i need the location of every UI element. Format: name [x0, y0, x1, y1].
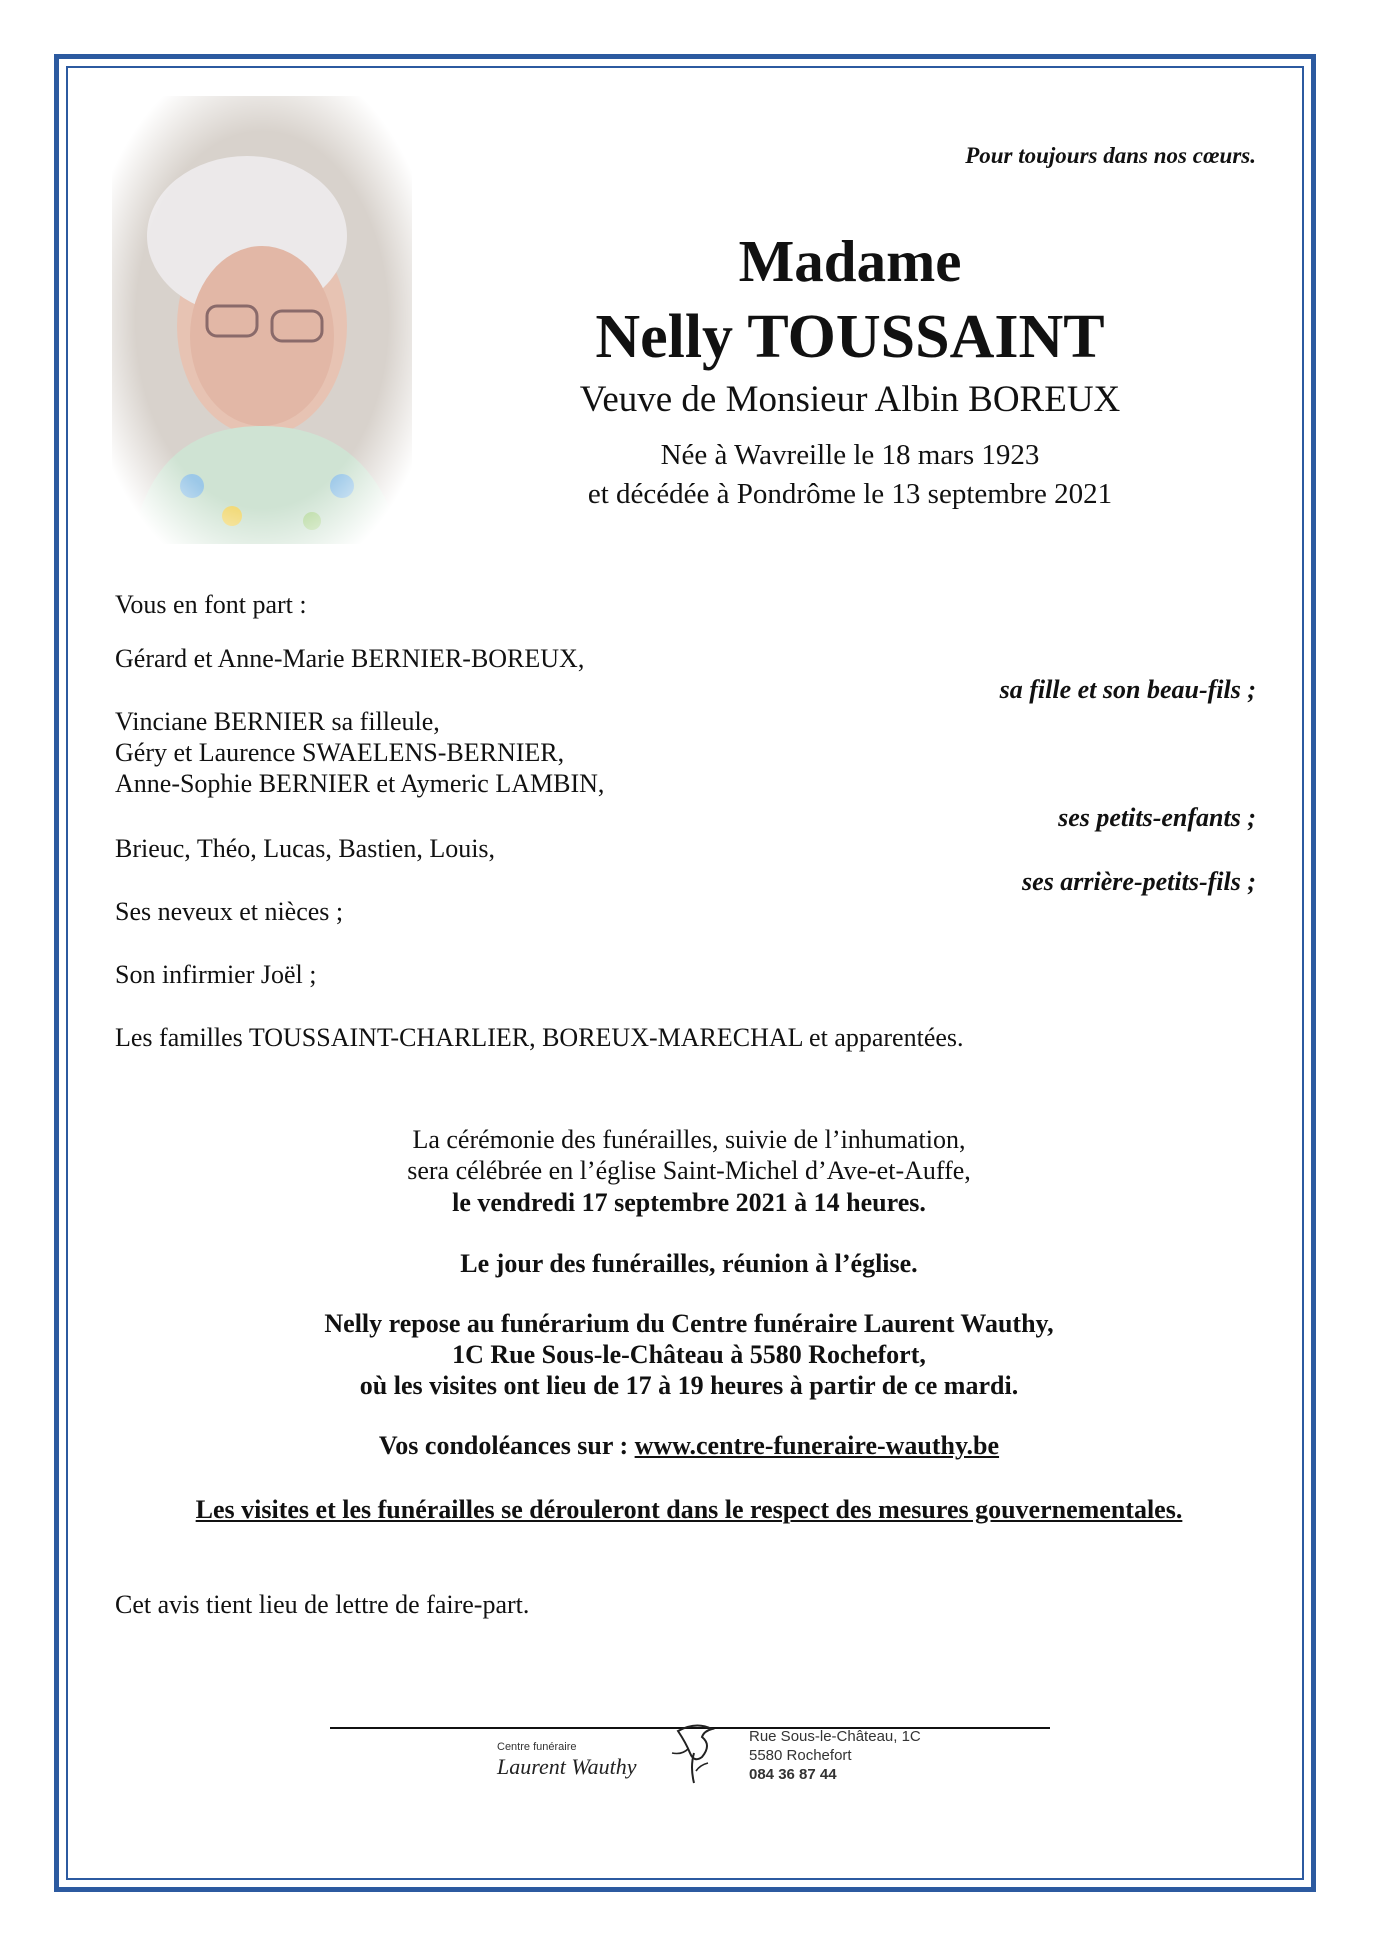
death-info: et décédée à Pondrôme le 13 septembre 2021 [587, 478, 1113, 510]
title-madame: Madame [738, 228, 962, 294]
birth-info: Née à Wavreille le 18 mars 1923 [660, 439, 1040, 471]
logo-subtitle: Centre funéraire [497, 1741, 577, 1753]
family-line-6: Ses neveux et nièces ; [115, 897, 344, 926]
family-intro: Vous en font part : [115, 590, 307, 619]
church-meeting: Le jour des funérailles, réunion à l’église. [460, 1249, 918, 1278]
footer-address-1: Rue Sous-le-Château, 1C [749, 1728, 921, 1745]
government-measures: Les visites et les funérailles se dérouleront dans le respect des mesures gouvernementales. [195, 1495, 1183, 1524]
family-line-7: Son infirmier Joël ; [115, 960, 317, 989]
family-role-1: sa fille et son beau-fils ; [999, 675, 1256, 704]
condolences-link[interactable]: www.centre-funeraire-wauthy.be [634, 1431, 1000, 1460]
faire-part-note: Cet avis tient lieu de lettre de faire-part. [115, 1590, 530, 1619]
footer-address-2: 5580 Rochefort [749, 1747, 852, 1764]
motto: Pour toujours dans nos cœurs. [965, 143, 1256, 168]
ceremony-line-1: La cérémonie des funérailles, suivie de l’inhumation, [412, 1125, 966, 1154]
deceased-name: Nelly TOUSSAINT [595, 303, 1105, 371]
family-line-3: Géry et Laurence SWAELENS-BERNIER, [115, 738, 565, 767]
calla-lily-logo-icon [668, 1723, 724, 1785]
ceremony-line-2: sera célébrée en l’église Saint-Michel d’Ave-et-Auffe, [407, 1156, 971, 1185]
footer-phone: 084 36 87 44 [749, 1766, 837, 1783]
condolences-line [150, 1430, 1228, 1461]
family-line-5: Brieuc, Théo, Lucas, Bastien, Louis, [115, 834, 496, 863]
condolences-prefix: Vos condoléances sur : [378, 1431, 629, 1460]
portrait-photo [112, 96, 412, 544]
portrait-illustration [112, 96, 412, 544]
family-line-1: Gérard et Anne-Marie BERNIER-BOREUX, [115, 644, 585, 673]
family-role-3: ses arrière-petits-fils ; [1022, 867, 1256, 896]
family-line-8: Les familles TOUSSAINT-CHARLIER, BOREUX-MARECHAL et apparentées. [115, 1023, 964, 1052]
family-line-4: Anne-Sophie BERNIER et Aymeric LAMBIN, [115, 769, 605, 798]
funerarium-line-2: 1C Rue Sous-le-Château à 5580 Rochefort, [452, 1340, 926, 1369]
funerarium-line-3: où les visites ont lieu de 17 à 19 heures à partir de ce mardi. [359, 1371, 1019, 1400]
ceremony-date: le vendredi 17 septembre 2021 à 14 heures. [452, 1188, 926, 1217]
widow-of: Veuve de Monsieur Albin BOREUX [579, 379, 1121, 420]
logo-name: Laurent Wauthy [497, 1754, 637, 1779]
family-role-2: ses petits-enfants ; [1058, 803, 1256, 832]
family-line-2: Vinciane BERNIER sa filleule, [115, 707, 440, 736]
funerarium-line-1: Nelly repose au funérarium du Centre funéraire Laurent Wauthy, [324, 1309, 1054, 1338]
